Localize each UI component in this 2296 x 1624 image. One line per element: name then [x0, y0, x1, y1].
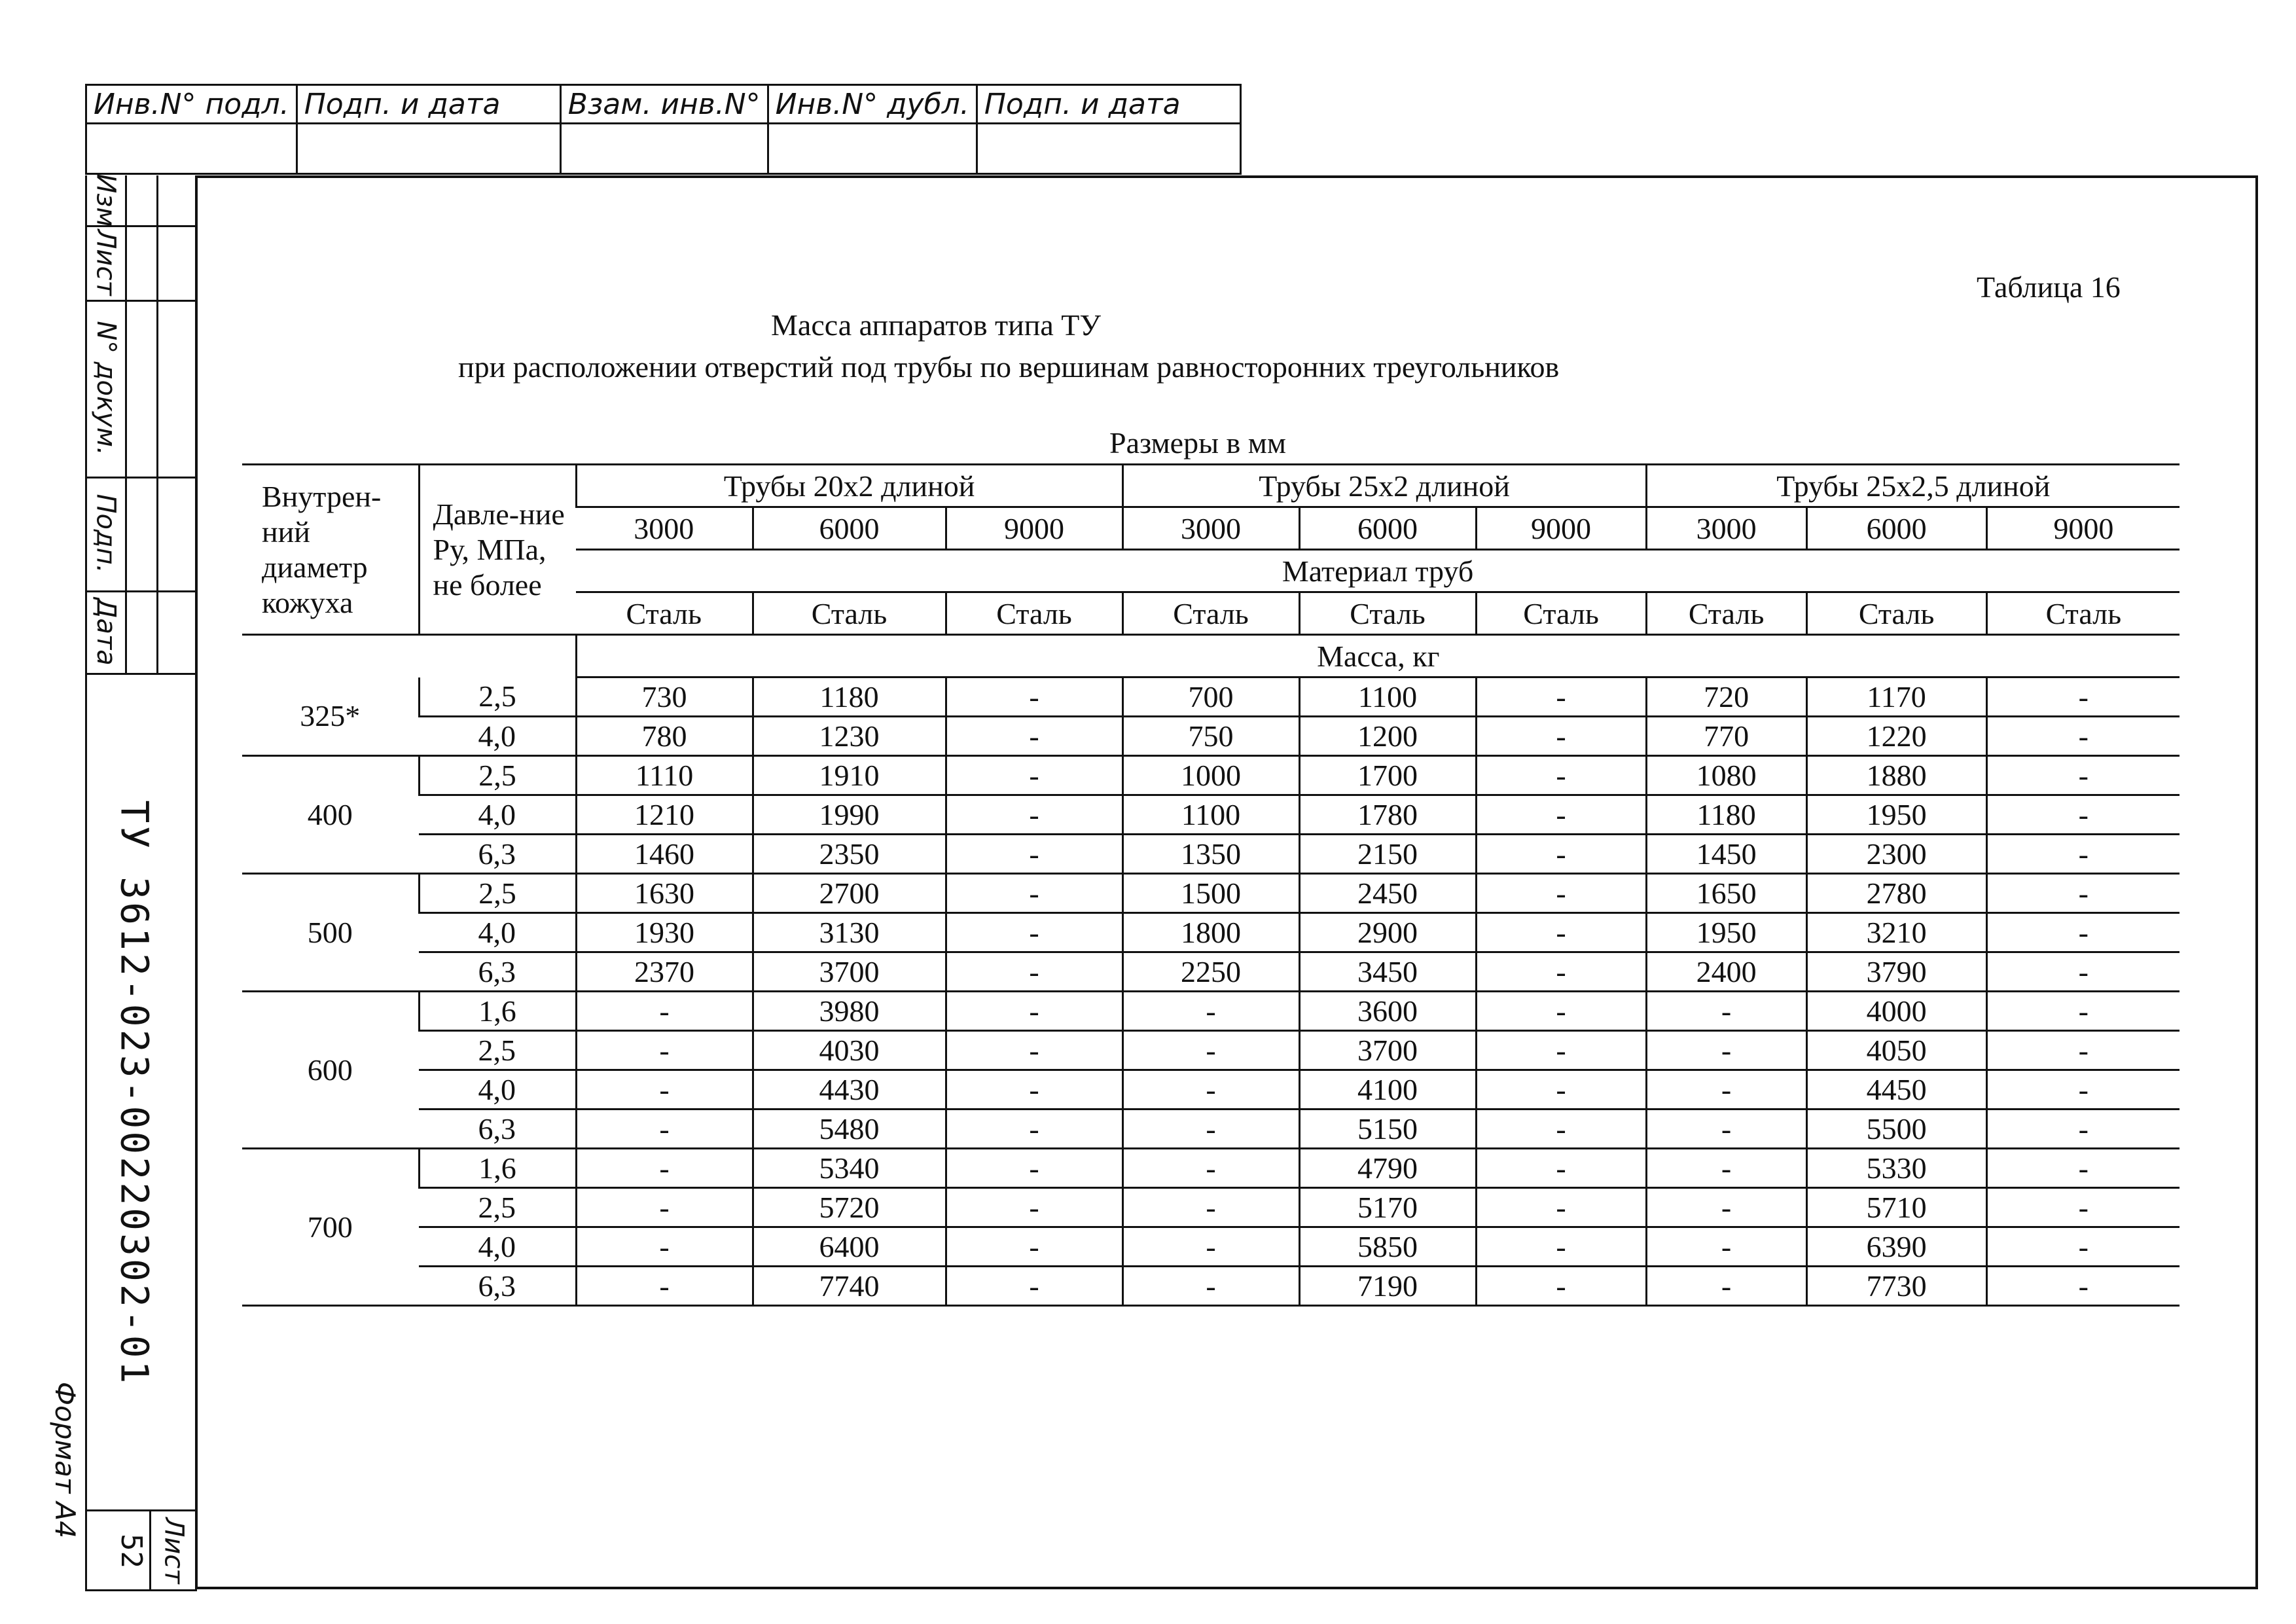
mass-value-cell: -	[1986, 1188, 2179, 1227]
mass-value-cell: -	[946, 756, 1122, 795]
mass-value-cell: 1910	[753, 756, 946, 795]
mass-value-cell: -	[1646, 1227, 1806, 1267]
mass-value-cell: 4050	[1806, 1031, 1986, 1070]
header-row-groups	[242, 465, 2179, 507]
stamp-inv-dubl: Инв.N° дубл.	[768, 85, 977, 124]
table-row	[242, 1149, 2179, 1188]
table-row	[242, 717, 2179, 756]
table-row	[242, 952, 2179, 992]
mass-value-cell: 770	[1646, 717, 1806, 756]
strip-label-podp: Подп.	[91, 494, 122, 573]
mass-value-cell: 2780	[1806, 874, 1986, 913]
inner-diameter-cell: 400	[242, 756, 419, 874]
mass-value-cell: 2900	[1299, 913, 1476, 952]
mass-value-cell: -	[1476, 874, 1646, 913]
mass-value-cell: 730	[576, 677, 753, 717]
pressure-cell: 2,5	[419, 756, 576, 795]
mass-value-cell: -	[1986, 795, 2179, 835]
mass-value-cell: 2700	[753, 874, 946, 913]
pressure-cell: 1,6	[419, 992, 576, 1031]
pressure-cell: 6,3	[419, 952, 576, 992]
mass-value-cell: 1180	[1646, 795, 1806, 835]
mass-value-cell: -	[1476, 1070, 1646, 1110]
header-group-25x25: Трубы 25х2,5 длиной	[1646, 465, 2179, 507]
header-mass-label: Масса, кг	[576, 635, 2179, 677]
pressure-cell: 4,0	[419, 1227, 576, 1267]
pressure-cell: 4,0	[419, 913, 576, 952]
stamp-blank-cell	[560, 124, 768, 174]
sheet-number: 52	[114, 1533, 148, 1568]
mass-value-cell: -	[946, 1267, 1122, 1306]
header-length: 6000	[1299, 507, 1476, 550]
mass-value-cell: -	[1986, 874, 2179, 913]
mass-value-cell: 7740	[753, 1267, 946, 1306]
mass-value-cell: -	[1122, 1227, 1299, 1267]
mass-value-cell: 3450	[1299, 952, 1476, 992]
mass-value-cell: -	[1476, 717, 1646, 756]
stamp-podp-data-1: Подп. и дата	[296, 85, 560, 124]
mass-value-cell: 3700	[1299, 1031, 1476, 1070]
mass-value-cell: 1990	[753, 795, 946, 835]
mass-value-cell: -	[1986, 1110, 2179, 1149]
mass-value-cell: 1950	[1646, 913, 1806, 952]
mass-value-cell: 1210	[576, 795, 753, 835]
mass-value-cell: -	[1986, 1031, 2179, 1070]
mass-value-cell: 5480	[753, 1110, 946, 1149]
mass-value-cell: -	[946, 795, 1122, 835]
mass-value-cell: 5710	[1806, 1188, 1986, 1227]
pressure-cell: 6,3	[419, 1267, 576, 1306]
mass-value-cell: 3700	[753, 952, 946, 992]
mass-value-cell: 1500	[1122, 874, 1299, 913]
mass-value-cell: 5150	[1299, 1110, 1476, 1149]
table-row	[242, 835, 2179, 874]
mass-value-cell: -	[1646, 1188, 1806, 1227]
table-row	[242, 1188, 2179, 1227]
stamp-blank-cell	[977, 124, 1240, 174]
mass-value-cell: -	[946, 952, 1122, 992]
pressure-cell: 2,5	[419, 677, 576, 717]
mass-value-cell: -	[1476, 835, 1646, 874]
header-length: 9000	[1986, 507, 2179, 550]
mass-value-cell: 5500	[1806, 1110, 1986, 1149]
mass-value-cell: 750	[1122, 717, 1299, 756]
mass-value-cell: -	[1986, 756, 2179, 795]
mass-value-cell: -	[576, 992, 753, 1031]
mass-value-cell: -	[1476, 756, 1646, 795]
mass-value-cell: -	[946, 1110, 1122, 1149]
header-length: 3000	[1646, 507, 1806, 550]
mass-value-cell: 1220	[1806, 717, 1986, 756]
mass-value-cell: -	[576, 1267, 753, 1306]
mass-value-cell: 1170	[1806, 677, 1986, 717]
mass-value-cell: -	[946, 1188, 1122, 1227]
mass-value-cell: 2300	[1806, 835, 1986, 874]
mass-value-cell: -	[1476, 992, 1646, 1031]
mass-value-cell: 1800	[1122, 913, 1299, 952]
table-row	[242, 1267, 2179, 1306]
table-row	[242, 677, 2179, 717]
mass-value-cell: -	[1986, 1267, 2179, 1306]
mass-value-cell: 1180	[753, 677, 946, 717]
mass-value-cell: 2400	[1646, 952, 1806, 992]
mass-value-cell: 5850	[1299, 1227, 1476, 1267]
mass-value-cell: -	[946, 874, 1122, 913]
mass-value-cell: -	[1476, 1110, 1646, 1149]
mass-value-cell: -	[1122, 992, 1299, 1031]
header-mass-spacer	[242, 635, 576, 677]
mass-value-cell: 4030	[753, 1031, 946, 1070]
mass-value-cell: -	[576, 1149, 753, 1188]
mass-value-cell: 2370	[576, 952, 753, 992]
mass-value-cell: 1700	[1299, 756, 1476, 795]
header-material: Сталь	[1299, 592, 1476, 635]
mass-value-cell: 5340	[753, 1149, 946, 1188]
mass-value-cell: -	[1122, 1031, 1299, 1070]
inner-diameter-cell: 700	[242, 1149, 419, 1306]
mass-value-cell: 3210	[1806, 913, 1986, 952]
header-material: Сталь	[1806, 592, 1986, 635]
mass-value-cell: 720	[1646, 677, 1806, 717]
table-row	[242, 1110, 2179, 1149]
mass-value-cell: -	[1476, 677, 1646, 717]
mass-value-cell: -	[1122, 1267, 1299, 1306]
mass-value-cell: 1230	[753, 717, 946, 756]
strip-divider	[125, 175, 127, 673]
mass-value-cell: 1080	[1646, 756, 1806, 795]
mass-value-cell: 4450	[1806, 1070, 1986, 1110]
header-material: Сталь	[576, 592, 753, 635]
mass-value-cell: -	[1476, 795, 1646, 835]
mass-value-cell: 2150	[1299, 835, 1476, 874]
format-label: Формат А4	[49, 1381, 82, 1538]
inner-diameter-cell: 500	[242, 874, 419, 992]
mass-value-cell: 2350	[753, 835, 946, 874]
table-row	[242, 1227, 2179, 1267]
strip-label-docnum: N° докум.	[91, 321, 121, 456]
pressure-cell: 6,3	[419, 835, 576, 874]
mass-value-cell: -	[946, 835, 1122, 874]
mass-value-cell: -	[1476, 1149, 1646, 1188]
mass-value-cell: 1100	[1122, 795, 1299, 835]
mass-value-cell: -	[1476, 1188, 1646, 1227]
mass-value-cell: -	[1122, 1070, 1299, 1110]
mass-table-body	[242, 677, 2179, 1306]
mass-value-cell: -	[946, 992, 1122, 1031]
header-length: 9000	[1476, 507, 1646, 550]
mass-value-cell: -	[576, 1227, 753, 1267]
mass-value-cell: 5330	[1806, 1149, 1986, 1188]
inner-diameter-cell: 325*	[242, 677, 419, 756]
stamp-blank-cell	[296, 124, 560, 174]
mass-value-cell: 1000	[1122, 756, 1299, 795]
mass-value-cell: -	[946, 1149, 1122, 1188]
table-row	[242, 756, 2179, 795]
header-inner-diameter: Внутрен-ний диаметр кожуха	[242, 465, 419, 635]
mass-value-cell: -	[1986, 835, 2179, 874]
pressure-cell: 2,5	[419, 1188, 576, 1227]
mass-value-cell: -	[1476, 913, 1646, 952]
mass-value-cell: 4430	[753, 1070, 946, 1110]
mass-value-cell: 1930	[576, 913, 753, 952]
mass-value-cell: -	[1986, 913, 2179, 952]
stamp-blank-cell	[768, 124, 977, 174]
pressure-cell: 2,5	[419, 874, 576, 913]
mass-value-cell: 780	[576, 717, 753, 756]
pressure-cell: 2,5	[419, 1031, 576, 1070]
pressure-cell: 4,0	[419, 795, 576, 835]
mass-value-cell: 2250	[1122, 952, 1299, 992]
mass-value-cell: -	[1122, 1149, 1299, 1188]
mass-value-cell: -	[1476, 1267, 1646, 1306]
header-material: Сталь	[1122, 592, 1299, 635]
mass-value-cell: -	[1122, 1188, 1299, 1227]
mass-value-cell: -	[946, 1070, 1122, 1110]
mass-value-cell: -	[1646, 1031, 1806, 1070]
table-row	[242, 992, 2179, 1031]
mass-value-cell: 1450	[1646, 835, 1806, 874]
mass-value-cell: -	[1986, 1149, 2179, 1188]
mass-value-cell: 1350	[1122, 835, 1299, 874]
mass-value-cell: -	[1986, 1070, 2179, 1110]
header-pressure: Давле-ние Ру, МПа, не более	[419, 465, 576, 635]
header-material: Сталь	[946, 592, 1122, 635]
units-note: Размеры в мм	[1109, 426, 1286, 460]
mass-value-cell: -	[1986, 1227, 2179, 1267]
mass-value-cell: 3980	[753, 992, 946, 1031]
pressure-cell: 4,0	[419, 1070, 576, 1110]
header-group-25x2: Трубы 25х2 длиной	[1122, 465, 1646, 507]
strip-label-list: Лист	[91, 229, 121, 296]
mass-value-cell: 4100	[1299, 1070, 1476, 1110]
header-material-label: Материал труб	[576, 550, 2179, 592]
mass-value-cell: -	[946, 913, 1122, 952]
mass-value-cell: 1100	[1299, 677, 1476, 717]
mass-value-cell: -	[576, 1031, 753, 1070]
header-material: Сталь	[753, 592, 946, 635]
mass-value-cell: 7730	[1806, 1267, 1986, 1306]
mass-value-cell: 4000	[1806, 992, 1986, 1031]
mass-value-cell: 1650	[1646, 874, 1806, 913]
mass-value-cell: 1630	[576, 874, 753, 913]
mass-value-cell: 5170	[1299, 1188, 1476, 1227]
header-material: Сталь	[1646, 592, 1806, 635]
mass-value-cell: 5720	[753, 1188, 946, 1227]
table-row	[242, 1031, 2179, 1070]
mass-value-cell: -	[1646, 1110, 1806, 1149]
document-code: ТУ 3612-023-00220302-01	[113, 800, 158, 1386]
stamp-podp-data-2: Подп. и дата	[977, 85, 1240, 124]
mass-value-cell: 1880	[1806, 756, 1986, 795]
mass-value-cell: -	[1986, 717, 2179, 756]
mass-value-cell: 1110	[576, 756, 753, 795]
header-length: 3000	[576, 507, 753, 550]
mass-value-cell: -	[576, 1110, 753, 1149]
mass-value-cell: -	[1646, 1149, 1806, 1188]
stamp-top-table	[85, 84, 1242, 175]
strip-label-izm: Изм	[91, 173, 121, 227]
mass-value-cell: 3130	[753, 913, 946, 952]
header-length: 6000	[1806, 507, 1986, 550]
pressure-cell: 1,6	[419, 1149, 576, 1188]
mass-value-cell: 1780	[1299, 795, 1476, 835]
table-title: Масса аппаратов типа ТУ	[771, 308, 1101, 342]
mass-value-cell: -	[1986, 952, 2179, 992]
table-row	[242, 1070, 2179, 1110]
stamp-vzam-inv: Взам. инв.N°	[560, 85, 768, 124]
mass-value-cell: -	[1122, 1110, 1299, 1149]
stamp-header-row	[86, 85, 1241, 124]
stamp-blank-cell	[86, 124, 297, 174]
stamp-blank-row	[86, 124, 1241, 174]
mass-value-cell: 700	[1122, 677, 1299, 717]
sheet-label: Лист	[159, 1517, 189, 1584]
pressure-cell: 4,0	[419, 717, 576, 756]
mass-value-cell: -	[1646, 1070, 1806, 1110]
header-row-mass-label	[242, 635, 2179, 677]
mass-value-cell: 1460	[576, 835, 753, 874]
mass-value-cell: 3600	[1299, 992, 1476, 1031]
mass-value-cell: -	[576, 1070, 753, 1110]
mass-value-cell: 1950	[1806, 795, 1986, 835]
mass-value-cell: -	[1986, 677, 2179, 717]
mass-value-cell: -	[1646, 1267, 1806, 1306]
mass-value-cell: -	[576, 1188, 753, 1227]
header-material: Сталь	[1476, 592, 1646, 635]
mass-value-cell: -	[1476, 1227, 1646, 1267]
mass-table	[242, 463, 2179, 1307]
mass-value-cell: -	[946, 717, 1122, 756]
strip-rule	[87, 673, 197, 675]
mass-value-cell: 7190	[1299, 1267, 1476, 1306]
table-row	[242, 874, 2179, 913]
mass-value-cell: -	[1646, 992, 1806, 1031]
header-length: 9000	[946, 507, 1122, 550]
header-length: 3000	[1122, 507, 1299, 550]
table-number: Таблица 16	[1977, 270, 2121, 304]
mass-value-cell: 2450	[1299, 874, 1476, 913]
header-group-20x2: Трубы 20х2 длиной	[576, 465, 1122, 507]
mass-value-cell: -	[1476, 952, 1646, 992]
inner-diameter-cell: 600	[242, 992, 419, 1149]
mass-value-cell: 1200	[1299, 717, 1476, 756]
mass-value-cell: -	[1986, 992, 2179, 1031]
mass-value-cell: 4790	[1299, 1149, 1476, 1188]
table-row	[242, 913, 2179, 952]
stamp-inv-podl: Инв.N° подл.	[86, 85, 297, 124]
mass-value-cell: 6400	[753, 1227, 946, 1267]
strip-label-data: Дата	[91, 598, 122, 666]
strip-divider	[156, 175, 158, 673]
mass-value-cell: -	[946, 1031, 1122, 1070]
table-row	[242, 795, 2179, 835]
mass-value-cell: -	[946, 677, 1122, 717]
header-material: Сталь	[1986, 592, 2179, 635]
mass-value-cell: -	[946, 1227, 1122, 1267]
pressure-cell: 6,3	[419, 1110, 576, 1149]
table-subtitle: при расположении отверстий под трубы по вершинам равносторонних треугольников	[458, 350, 1560, 384]
header-length: 6000	[753, 507, 946, 550]
mass-value-cell: 6390	[1806, 1227, 1986, 1267]
mass-value-cell: -	[1476, 1031, 1646, 1070]
mass-value-cell: 3790	[1806, 952, 1986, 992]
